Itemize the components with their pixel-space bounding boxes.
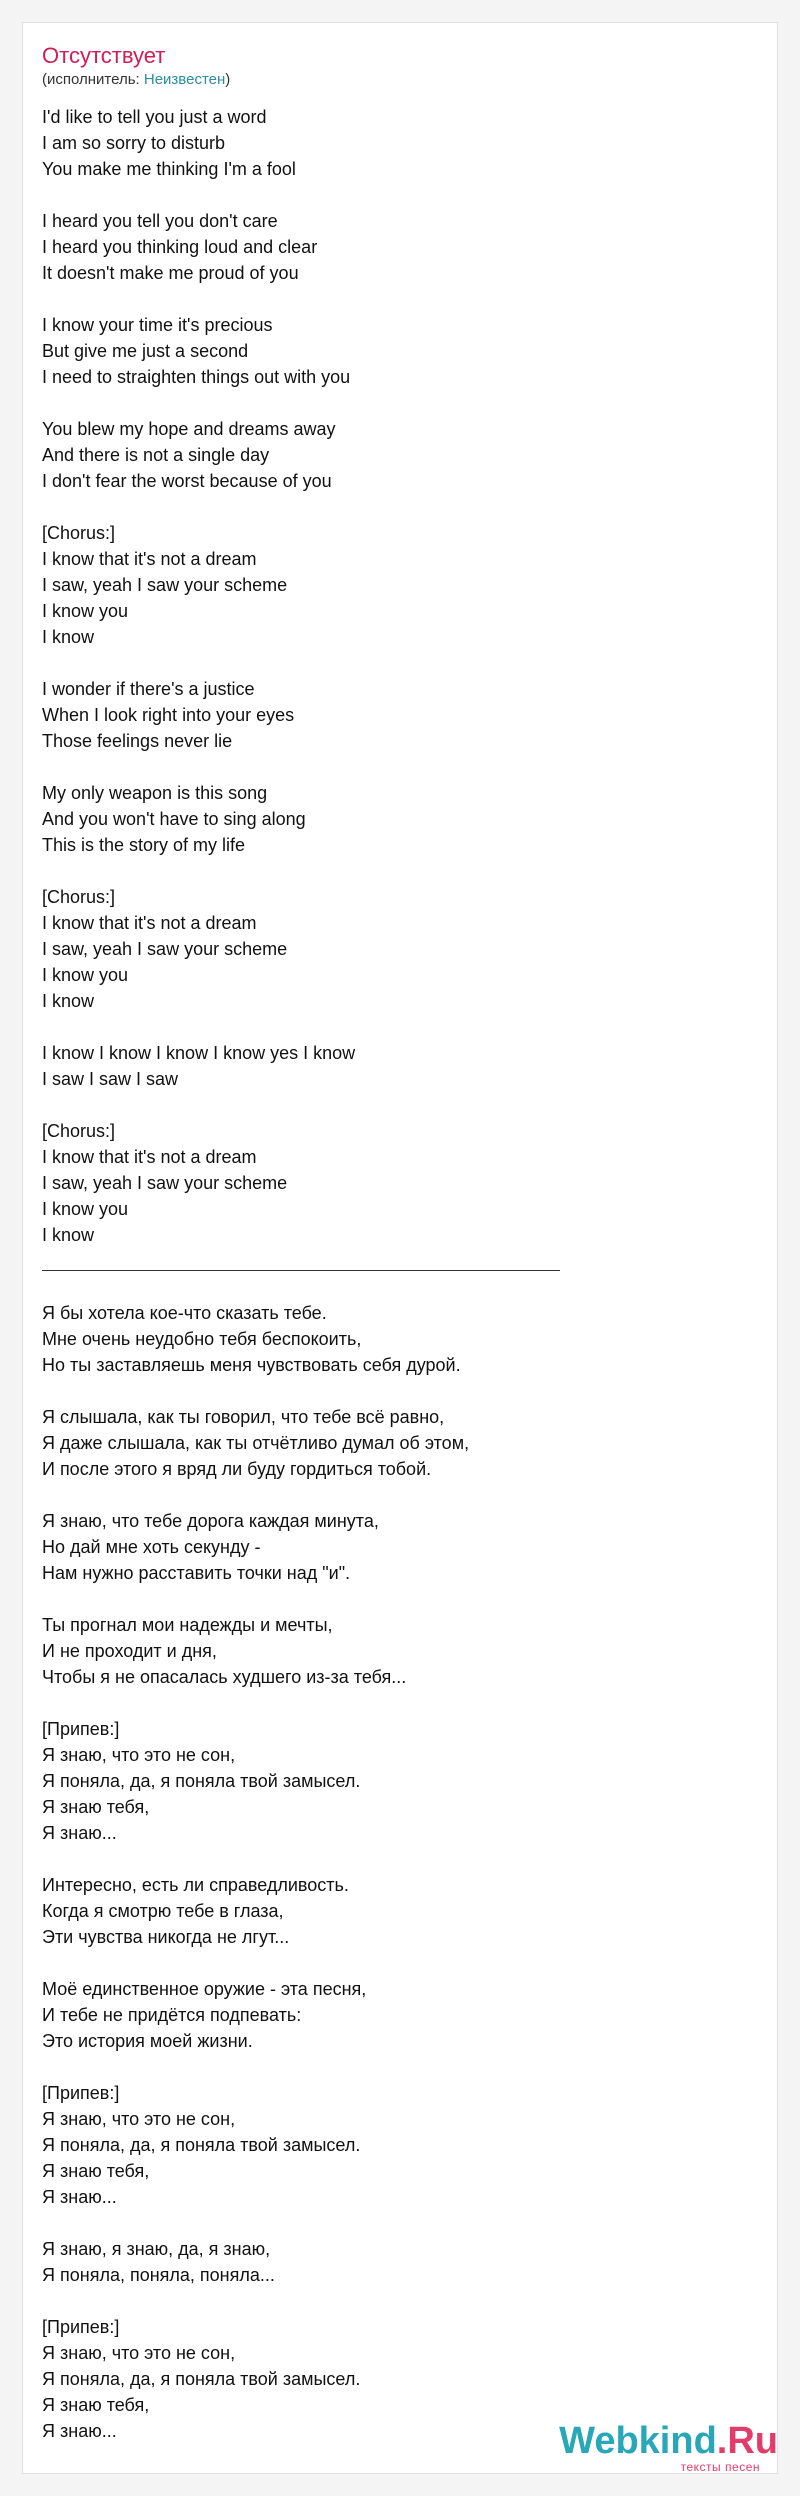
artist-suffix: ) <box>225 71 231 88</box>
song-title: Отсутствует <box>42 43 166 68</box>
site-logo[interactable] <box>548 2420 778 2474</box>
artist-link[interactable]: Неизвестен <box>143 71 226 88</box>
artist-line <box>42 70 230 90</box>
translation-text: Я бы хотела кое-что сказать тебе. Мне очень неудобно тебя беспокоить, Но ты заставляешь меня чувствовать себя дурой. Я слышала, как ты говорил, что тебе всё равно, Я даже слышала, как ты отчётливо думал об этом, И после этого я вряд ли буду гордиться тобой. Я знаю, что тебе дорога каждая минута, Но дай мне хоть секунду - Нам нужно расставить точки над "и". Ты прогнал мои надежды и мечты, И не проходит и дня, Чтобы я не опасалась худшего из-за тебя... [Припев:] Я знаю, что это не сон, Я поняла, да, я поняла твой замысел. Я знаю тебя, Я знаю... Интересно, есть ли справедливость. Когда я смотрю тебе в глаза, Эти чувства никогда не лгут... Моё единственное оружие - эта песня, И тебе не придётся подпевать: Это история моей жизни. [Припев:] Я знаю, что это не сон, Я поняла, да, я поняла твой замысел. Я знаю тебя, Я знаю... Я знаю, я знаю, да, я знаю, Я поняла, поняла, поняла... [Припев:] Я знаю, что это не сон, Я поняла, да, я поняла твой замысел. Я знаю тебя, Я знаю... <box>42 1303 470 2441</box>
logo-tagline: тексты песен <box>680 2460 760 2474</box>
section-divider <box>42 1270 560 1271</box>
logo-web: Webkind <box>559 2420 717 2462</box>
lyrics-text: I'd like to tell you just a word I am so sorry to disturb You make me thinking I'm a fool I heard you tell you don't care I heard you thinking loud and clear It doesn't make me proud of you I know your time it's precious But give me just a second I need to straighten things out with you You blew my hope and dreams away And there is not a single day I don't fear the worst because of you [Chorus:] I know that it's not a dream I saw, yeah I saw your scheme I know you I know I wonder if there's a justice When I look right into your eyes Those feelings never lie My only weapon is this song And you won't have to sing along This is the story of my life [Chorus:] I know that it's not a dream I saw, yeah I saw your scheme I know you I know I know I know I know I know yes I know I saw I saw I saw [Chorus:] I know that it's not a dream I saw, yeah I saw your scheme I know you I know <box>42 107 356 1245</box>
artist-prefix: (исполнитель: <box>42 71 144 88</box>
logo-wordmark <box>559 2420 778 2462</box>
logo-ru: .Ru <box>716 2420 778 2462</box>
